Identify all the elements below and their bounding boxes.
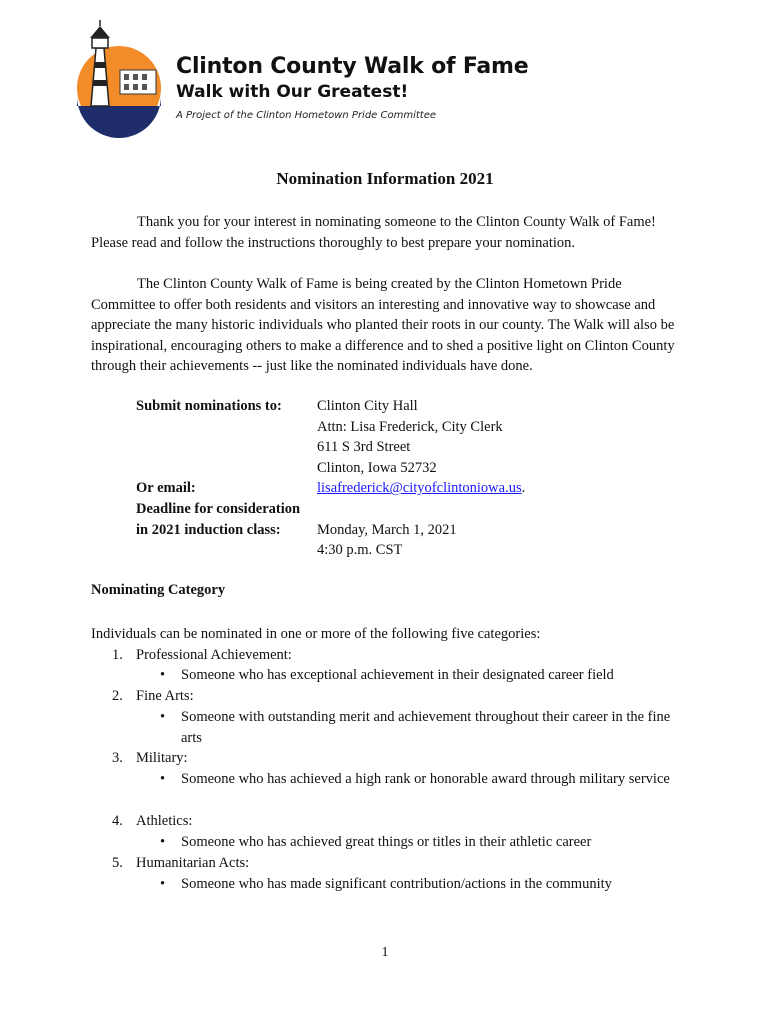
categories-intro: Individuals can be nominated in one or more of the following five categories: <box>91 626 541 642</box>
brand-title: Clinton County Walk of Fame <box>176 54 529 79</box>
category-number: 2. <box>112 688 123 704</box>
category-name: Professional Achievement: <box>136 647 292 663</box>
category-number: 4. <box>112 813 123 829</box>
category-name: Athletics: <box>136 813 193 829</box>
brand-block <box>176 54 528 121</box>
category-number: 5. <box>112 855 123 871</box>
category-description: Someone who has achieved a high rank or honorable award through military service <box>181 771 670 787</box>
category-description: Someone with outstanding merit and achievement throughout their career in the fine arts <box>181 709 671 746</box>
description-paragraph <box>91 274 681 377</box>
bullet-icon: • <box>160 876 166 892</box>
submit-label: Submit nominations to: <box>136 398 282 414</box>
bullet-icon: • <box>160 709 166 725</box>
deadline-date: Monday, March 1, 2021 <box>317 521 457 538</box>
category-name: Military: <box>136 750 188 766</box>
category-description: Someone who has exceptional achievement in their designated career field <box>181 667 614 683</box>
deadline-label-cont: in 2021 induction class: <box>136 521 281 538</box>
address-line: Clinton City Hall <box>317 398 418 414</box>
address-line: Attn: Lisa Frederick, City Clerk <box>317 418 503 435</box>
lighthouse-logo <box>74 18 168 138</box>
category-name: Humanitarian Acts: <box>136 855 250 871</box>
category-number: 3. <box>112 750 123 766</box>
deadline-time: 4:30 p.m. CST <box>317 542 403 559</box>
category-number: 1. <box>112 647 123 663</box>
bullet-icon: • <box>160 771 166 787</box>
brand-subtitle: Walk with Our Greatest! <box>176 82 409 102</box>
section-heading: Nominating Category <box>91 582 226 598</box>
address-line: Clinton, Iowa 52732 <box>317 459 437 476</box>
category-description: Someone who has achieved great things or titles in their athletic career <box>181 834 592 850</box>
category-name: Fine Arts: <box>136 688 194 704</box>
intro-paragraph-text: Thank you for your interest in nominating someone to the Clinton County Walk of Fame! Please read and follow the instructions thoroughly to best prepare your nomination. <box>91 214 656 251</box>
brand-project-line: A Project of the Clinton Hometown Pride Committee <box>176 110 437 121</box>
description-paragraph-text: The Clinton County Walk of Fame is being created by the Clinton Hometown Pride Committee to offer both residents and visitors an interesting and innovative way to showcase and appreciate the many historic individuals who planted their roots in our county. The Walk will also be inspirational, encouraging others to make a difference and to shed a positive light on Clinton County through their achievements -- just like the nominated individuals have done. <box>91 276 675 375</box>
bullet-icon: • <box>160 834 166 850</box>
email-line <box>317 478 525 499</box>
bullet-icon: • <box>160 667 166 683</box>
email-label: Or email: <box>136 480 196 497</box>
email-link[interactable]: lisafrederick@cityofclintoniowa.us <box>317 480 522 497</box>
deadline-label: Deadline for consideration <box>136 501 301 517</box>
page-title: Nomination Information 2021 <box>276 169 494 188</box>
address-line: 611 S 3rd Street <box>317 439 411 456</box>
category-description: Someone who has made significant contribution/actions in the community <box>181 876 612 892</box>
intro-paragraph <box>91 212 681 253</box>
page-number: 1 <box>381 945 389 960</box>
email-suffix: . <box>521 480 526 497</box>
